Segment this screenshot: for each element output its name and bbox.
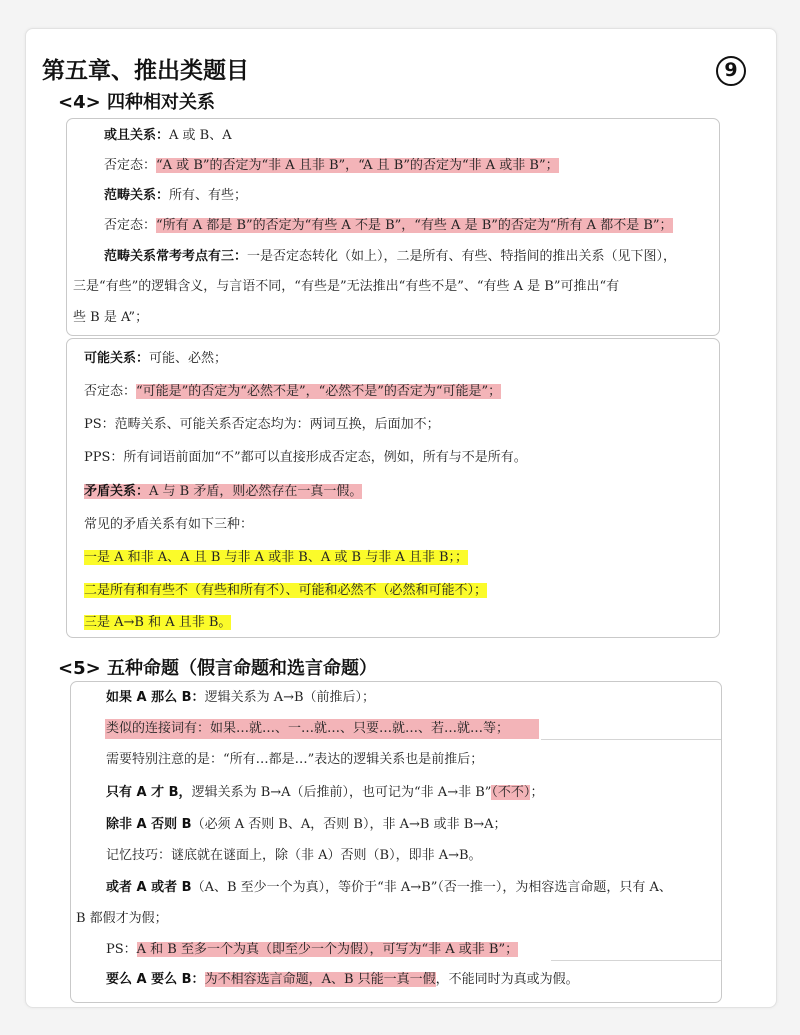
category-negation-highlight: “所有 A 都是 B”的否定为“有些 A 不是 B”，“有些 A 是 B”的否定为“所有 A 都不是 B”； [156, 218, 673, 233]
divider-line [541, 739, 721, 740]
category-relation-line [104, 186, 247, 206]
or-and-negation-highlight: “A 或 B”的否定为“非 A 且非 B”，“A 且 B”的否定为“非 A 或非 B”； [156, 158, 559, 173]
possibility-negation-line [84, 382, 501, 402]
connector-words-line: 类似的连接词有：如果…就…、一…就…、只要…就…、若…就…等； [106, 721, 510, 736]
contradiction-type-2-line [84, 581, 487, 601]
if-then-label: 如果 A 那么 B： [106, 690, 205, 705]
category-relation-label: 范畴关系： [104, 188, 170, 203]
relation-box-2 [66, 338, 720, 638]
or-and-relation-text: A 或 B、A [169, 128, 232, 143]
either-or-text: （A、B 至少一个为真），等价于“非 A→B”（否一推一），为相容选言命题，只有 A、 [191, 880, 672, 895]
category-points-line [104, 247, 676, 267]
memory-tip: 记忆技巧：谜底就在谜面上，除（非 A）否则（B），即非 A→B。 [106, 848, 482, 863]
contradiction-relation-text: A 与 B 矛盾，则必然存在一真一假。 [149, 484, 363, 499]
possibility-negation-highlight: “可能是”的否定为“必然不是”，“必然不是”的否定为“可能是”； [136, 384, 502, 399]
category-points-text: 一是否定态转化（如上），二是所有、有些、特指间的推出关系（见下图）， [247, 249, 677, 264]
contradiction-type-1-line [84, 548, 468, 568]
section-4-title: <4> 四种相对关系 [58, 92, 215, 113]
ps-label: PS： [106, 942, 137, 957]
at-most-one-line [106, 940, 518, 960]
either-or-label: 或者 A 或者 B [106, 880, 192, 895]
if-then-line [106, 688, 375, 708]
pps-note: PPS：所有词语前面加“不”都可以直接形成否定态，例如，所有与不是所有。 [84, 450, 527, 465]
possibility-relation-line [84, 349, 227, 369]
only-if-highlight: （不不） [491, 785, 531, 800]
proposition-box [70, 681, 722, 1003]
only-if-text: 逻辑关系为 B→A（后推前），也可记为“非 A→非 B” [191, 785, 492, 800]
all-are-note: 需要特别注意的是：“所有…都是…”表达的逻辑关系也是前推后； [106, 752, 484, 767]
possibility-relation-text: 可能、必然； [149, 351, 228, 366]
contradiction-relation-line [84, 482, 362, 502]
unless-line [106, 815, 507, 835]
contradiction-type-2: 二是所有和有些不（有些和所有不）、可能和必然不（必然和可能不）； [84, 583, 488, 598]
section-5-title: <5> 五种命题（假言命题和选言命题） [58, 658, 377, 679]
unless-label: 除非 A 否则 B [106, 817, 192, 832]
ps-note: PS：范畴关系、可能关系否定态均为：两词互换，后面加不； [84, 417, 440, 432]
at-most-one-highlight: A 和 B 至多一个为真（即至少一个为假），可写为“非 A 或非 B”； [136, 942, 519, 957]
or-and-negation-line [104, 156, 559, 176]
either-or-continued: B 都假才为假； [76, 911, 168, 926]
category-relation-text: 所有、有些； [169, 188, 248, 203]
category-points-continued-1: 三是“有些”的逻辑含义，与言语不同，“有些是”无法推出“有些不是”、“有些 A 是 B”可推出“有 [73, 279, 620, 294]
chapter-title: 第五章、推出类题目 [42, 58, 249, 84]
divider-line [551, 960, 721, 961]
exclusive-or-highlight: 为不相容选言命题，A、B 只能一真一假 [204, 972, 436, 987]
unless-text: （必须 A 否则 B、A，否则 B），非 A→B 或非 B→A； [191, 817, 507, 832]
possibility-relation-label: 可能关系： [84, 351, 150, 366]
exclusive-or-tail: ，不能同时为真或为假。 [435, 972, 579, 987]
negation-label: 否定态： [104, 218, 157, 233]
category-negation-line [104, 216, 673, 236]
negation-label: 否定态： [104, 158, 157, 173]
contradiction-type-3: 三是 A→B 和 A 且非 B。 [84, 615, 232, 630]
contradiction-type-1: 一是 A 和非 A、A 且 B 与非 A 或非 B、A 或 B 与非 A 且非 B；； [84, 550, 469, 565]
negation-label: 否定态： [84, 384, 137, 399]
exclusive-or-label: 要么 A 要么 B： [106, 972, 205, 987]
only-if-tail: ； [530, 785, 544, 800]
contradiction-type-3-line [84, 613, 231, 633]
page-number-badge: 9 [716, 56, 746, 86]
category-points-continued-2: 些 B 是 A”； [73, 310, 149, 325]
either-or-line [106, 878, 672, 898]
exclusive-or-line [106, 970, 579, 990]
relation-box-1 [66, 118, 720, 336]
only-if-line [106, 783, 543, 803]
contradiction-relation-label: 矛盾关系： [84, 484, 150, 499]
only-if-label: 只有 A 才 B， [106, 785, 192, 800]
or-and-relation-line [104, 126, 232, 146]
or-and-relation-label: 或且关系： [104, 128, 170, 143]
if-then-text: 逻辑关系为 A→B（前推后）； [204, 690, 376, 705]
category-points-label: 范畴关系常考考点有三： [104, 249, 248, 264]
contradiction-intro: 常见的矛盾关系有如下三种： [84, 517, 254, 532]
